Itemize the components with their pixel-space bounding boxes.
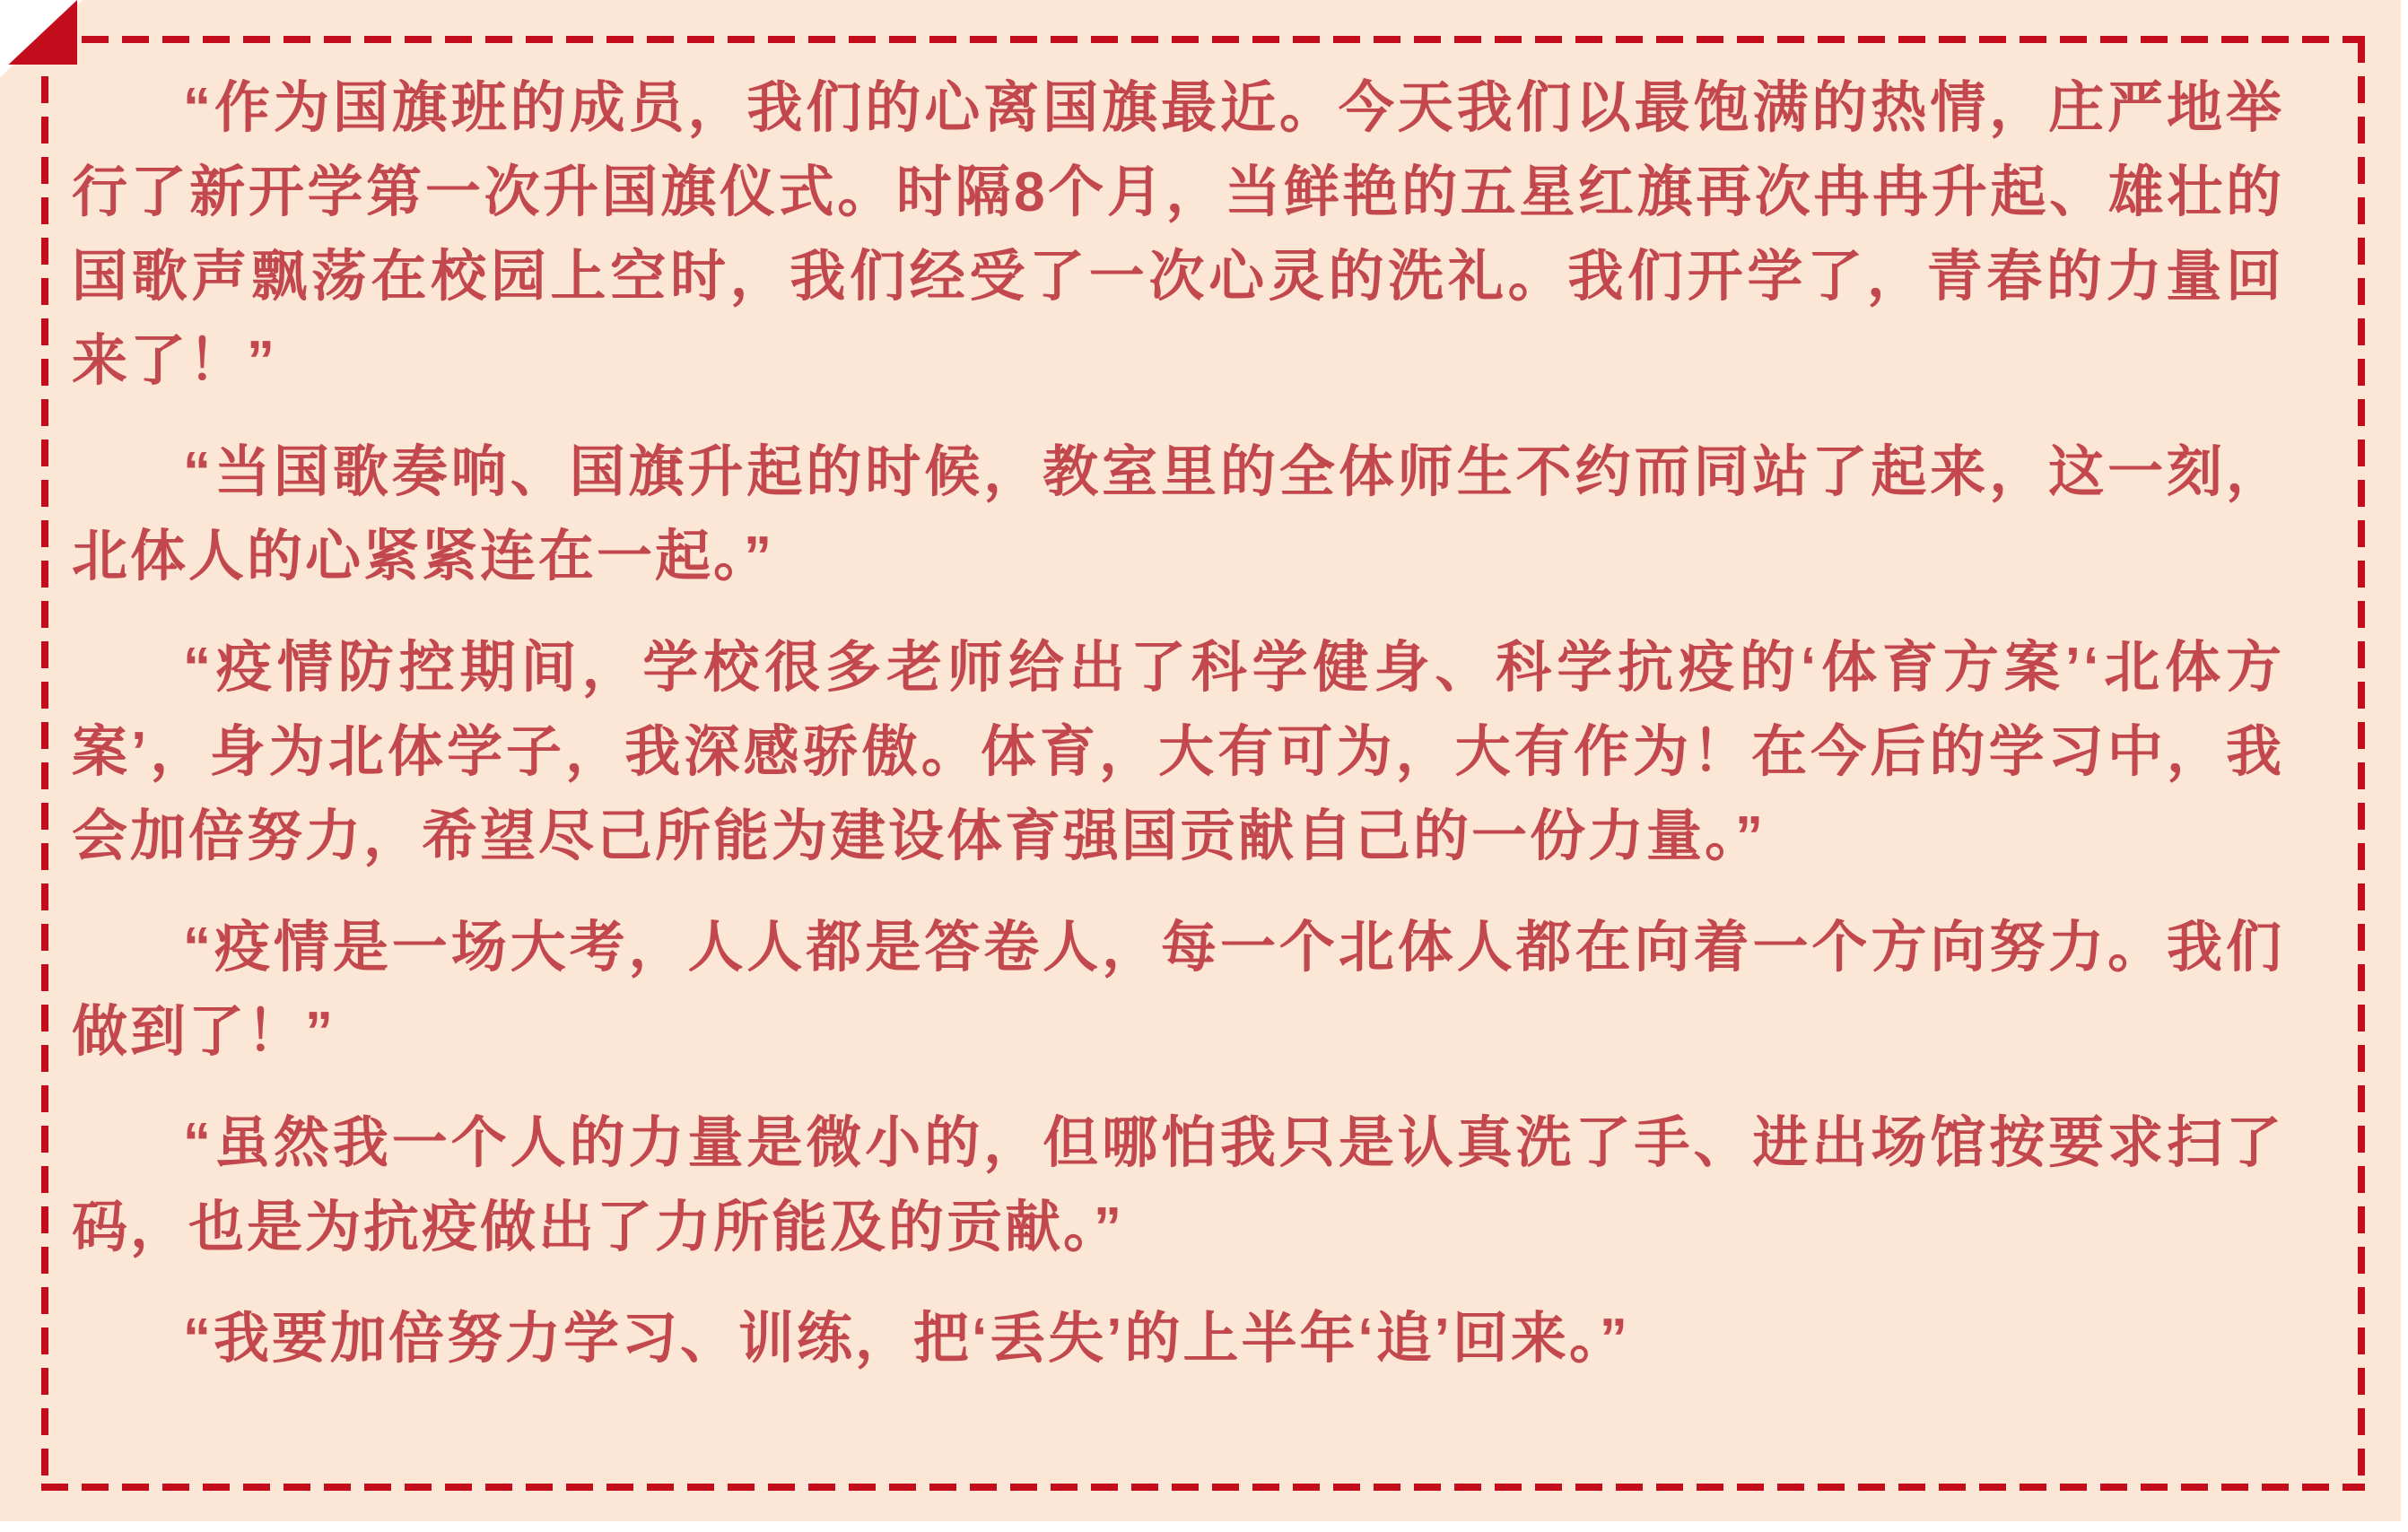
- quote-paragraph: “疫情是一场大考，人人都是答卷人，每一个北体人都在向着一个方向努力。我们做到了！”: [72, 917, 2284, 1063]
- quote-paragraph: “虽然我一个人的力量是微小的，但哪怕我只是认真洗了手、进出场馆按要求扫了码，也是为抗疫做出了力所能及的贡献。”: [72, 1112, 2284, 1258]
- dashed-border-right: [2358, 36, 2365, 1491]
- quote-paragraph: “作为国旗班的成员，我们的心离国旗最近。今天我们以最饱满的热情，庄严地举行了新开学第一次升国旗仪式。时隔8个月，当鲜艳的五星红旗再次冉冉升起、雄壮的国歌声飘荡在校园上空时，我们经受了一次心灵的洗礼。我们开学了，青春的力量回来了！”: [72, 77, 2284, 392]
- dashed-border-bottom: [41, 1484, 2365, 1491]
- quote-paragraph: “疫情防控期间，学校很多老师给出了科学健身、科学抗疫的‘体育方案’‘北体方案’，身为北体学子，我深感骄傲。体育，大有可为，大有作为！在今后的学习中，我会加倍努力，希望尽己所能为建设体育强国贡献自己的一份力量。”: [72, 637, 2284, 867]
- quote-paragraph: “我要加倍努力学习、训练，把‘丢失’的上半年‘追’回来。”: [183, 1308, 1630, 1370]
- quote-text-block: [72, 66, 2284, 1408]
- quote-paragraph: “当国歌奏响、国旗升起的时候，教室里的全体师生不约而同站了起来，这一刻，北体人的心紧紧连在一起。”: [72, 441, 2284, 588]
- dashed-border-top: [41, 36, 2365, 43]
- dashed-border-left: [41, 36, 48, 1491]
